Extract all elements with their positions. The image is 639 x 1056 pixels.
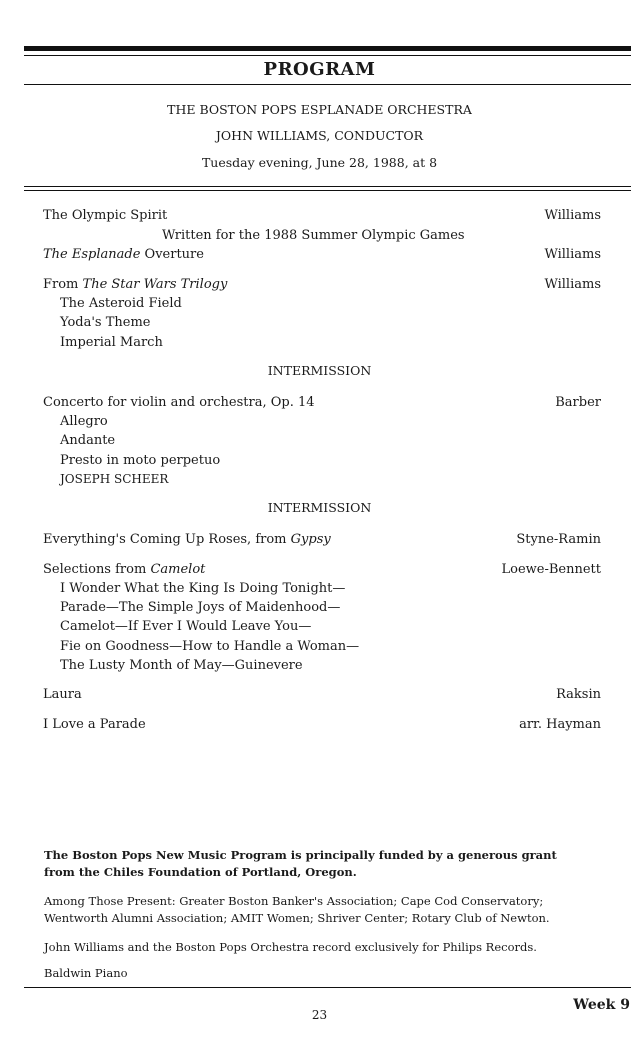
- intermission-label: INTERMISSION: [267, 363, 372, 378]
- piece-title: The Esplanade Overture: [43, 247, 204, 262]
- piece-composer: Williams: [544, 208, 601, 223]
- present-line-1: Among Those Present: Greater Boston Banker's Association; Cape Cod Conservatory;: [44, 894, 544, 908]
- piano-note: Baldwin Piano: [44, 966, 128, 980]
- movement: Presto in moto perpetuo: [60, 453, 221, 468]
- piece-composer: arr. Hayman: [519, 717, 601, 732]
- piece-title: Everything's Coming Up Roses, from Gypsy: [43, 532, 331, 547]
- piece-composer: Styne-Ramin: [516, 532, 601, 547]
- piece-composer: Barber: [555, 395, 601, 410]
- piece-composer: Williams: [544, 247, 601, 262]
- piece-note: Written for the 1988 Summer Olympic Games: [162, 228, 465, 243]
- piece-title: From The Star Wars Trilogy: [43, 277, 228, 292]
- selection-line: I Wonder What the King Is Doing Tonight—: [60, 581, 346, 596]
- week-label: Week 9: [573, 997, 630, 1013]
- page-title: PROGRAM: [263, 59, 376, 80]
- header-bottom-rule-1: [24, 186, 631, 187]
- records-note: John Williams and the Boston Pops Orchestra record exclusively for Philips Records.: [44, 940, 537, 954]
- selection-line: The Lusty Month of May—Guinevere: [60, 658, 303, 673]
- movement: Andante: [60, 433, 116, 448]
- orchestra-name: THE BOSTON POPS ESPLANADE ORCHESTRA: [167, 102, 472, 117]
- footer-rule: [24, 987, 631, 988]
- selection-line: Camelot—If Ever I Would Leave You—: [60, 619, 312, 634]
- selection-line: Fie on Goodness—How to Handle a Woman—: [60, 639, 360, 654]
- piece-title: Concerto for violin and orchestra, Op. 14: [43, 395, 315, 410]
- movement: Allegro: [60, 414, 108, 429]
- movement: Imperial March: [60, 335, 163, 350]
- conductor-name: JOHN WILLIAMS, CONDUCTOR: [215, 128, 424, 143]
- top-thin-rule: [24, 55, 631, 56]
- concert-date: Tuesday evening, June 28, 1988, at 8: [201, 155, 438, 170]
- piece-composer: Raksin: [556, 687, 601, 702]
- page-number: 23: [311, 1008, 328, 1022]
- funding-line-1: The Boston Pops New Music Program is principally funded by a generous grant: [44, 848, 557, 862]
- top-thick-rule: [24, 46, 631, 51]
- movement: The Asteroid Field: [60, 296, 182, 311]
- soloist-name: JOSEPH SCHEER: [60, 472, 169, 486]
- piece-composer: Williams: [544, 277, 601, 292]
- movement: Yoda's Theme: [60, 315, 151, 330]
- piece-title: I Love a Parade: [43, 717, 146, 732]
- piece-title: The Olympic Spirit: [43, 208, 168, 223]
- funding-line-2: from the Chiles Foundation of Portland, Oregon.: [44, 865, 357, 879]
- title-underline: [24, 84, 631, 85]
- intermission-label: INTERMISSION: [267, 500, 372, 515]
- selection-line: Parade—The Simple Joys of Maidenhood—: [60, 600, 341, 615]
- present-line-2: Wentworth Alumni Association; AMIT Women; Shriver Center; Rotary Club of Newton.: [44, 911, 550, 925]
- piece-composer: Loewe-Bennett: [501, 562, 601, 577]
- piece-title: Selections from Camelot: [43, 562, 206, 577]
- piece-title: Laura: [43, 687, 82, 702]
- header-bottom-rule-2: [24, 190, 631, 191]
